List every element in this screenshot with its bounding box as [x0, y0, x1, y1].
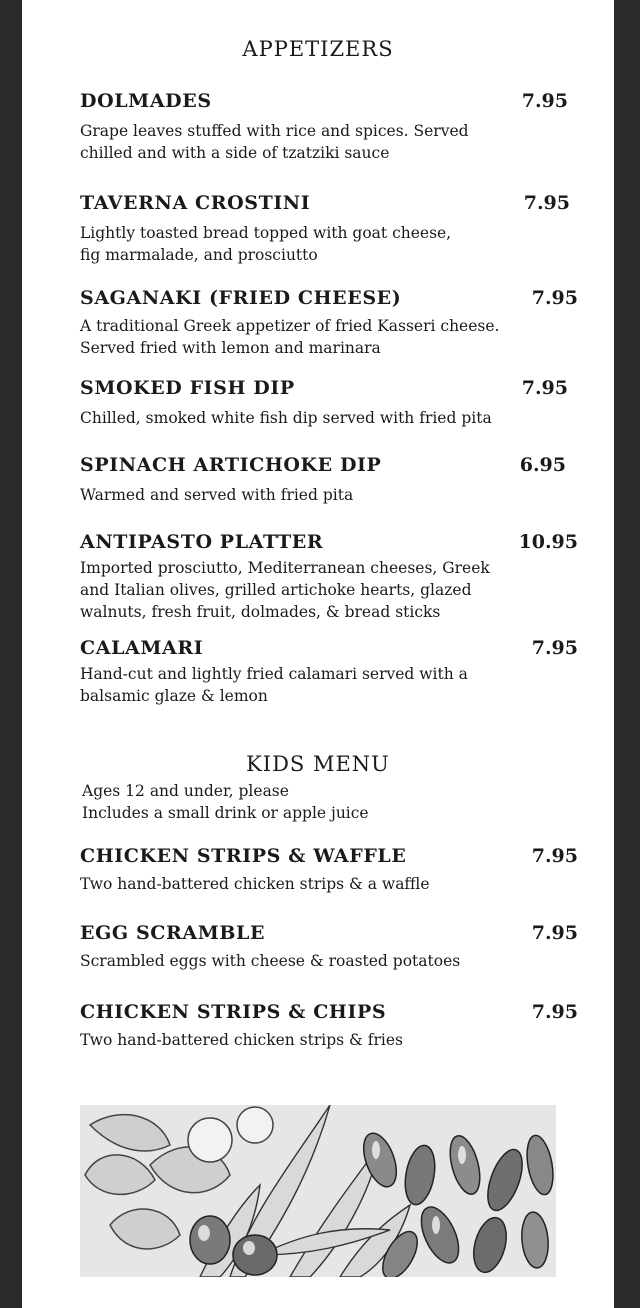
item-price: 7.95: [531, 922, 578, 944]
item-price: 6.95: [519, 454, 566, 476]
item-name: SPINACH ARTICHOKE DIP: [80, 454, 382, 476]
item-description: Two hand-battered chicken strips & fries: [80, 1031, 403, 1049]
item-price: 7.95: [531, 1001, 578, 1023]
item-description: A traditional Greek appetizer of fried Kasseri cheese. Served fried with lemon and marinara: [80, 317, 500, 357]
item-description: Two hand-battered chicken strips & a waffle: [80, 875, 430, 893]
item-price: 7.95: [523, 192, 570, 214]
item-name: SMOKED FISH DIP: [80, 377, 295, 399]
menu-item-spinach-artichoke-dip: [80, 454, 570, 506]
item-description: Lightly toasted bread topped with goat cheese, fig marmalade, and prosciutto: [80, 224, 452, 264]
kids-menu-heading: KIDS MENU: [246, 752, 390, 776]
menu-item-dolmades: [80, 90, 570, 164]
item-name: ANTIPASTO PLATTER: [80, 531, 324, 553]
illustration-art: [80, 1105, 556, 1277]
menu-item-egg-scramble: [80, 922, 578, 972]
menu-item-saganaki: [80, 287, 578, 359]
item-price: 10.95: [518, 531, 578, 553]
item-name: DOLMADES: [80, 90, 212, 112]
menu-item-calamari: [80, 637, 578, 707]
menu-item-taverna-crostini: [80, 192, 570, 266]
item-price: 7.95: [521, 377, 568, 399]
item-price: 7.95: [521, 90, 568, 112]
item-description: Scrambled eggs with cheese & roasted potatoes: [80, 952, 461, 970]
item-price: 7.95: [531, 845, 578, 867]
kids-menu-note: Ages 12 and under, please Includes a small drink or apple juice: [82, 782, 369, 822]
menu-page: [22, 0, 614, 1308]
item-name: SAGANAKI (FRIED CHEESE): [80, 287, 402, 309]
item-price: 7.95: [531, 287, 578, 309]
item-name: TAVERNA CROSTINI: [80, 192, 311, 214]
appetizers-heading: APPETIZERS: [242, 37, 394, 61]
item-description: Chilled, smoked white fish dip served with fried pita: [80, 409, 492, 427]
olives-and-leaves-illustration: [80, 1105, 556, 1277]
item-name: CALAMARI: [80, 637, 204, 659]
item-description: Warmed and served with fried pita: [80, 486, 354, 504]
item-description: Hand-cut and lightly fried calamari served with a balsamic glaze & lemon: [80, 665, 468, 705]
item-name: CHICKEN STRIPS & WAFFLE: [80, 845, 407, 867]
item-price: 7.95: [531, 637, 578, 659]
item-description: Grape leaves stuffed with rice and spices. Served chilled and with a side of tzatziki sauce: [80, 122, 469, 162]
item-name: EGG SCRAMBLE: [80, 922, 266, 944]
menu-item-smoked-fish-dip: [80, 377, 570, 429]
item-description: Imported prosciutto, Mediterranean cheeses, Greek and Italian olives, grilled artichoke hearts, glazed walnuts, fresh fruit, dolmades, & bread sticks: [80, 559, 490, 621]
menu-item-chicken-strips-waffle: [80, 845, 578, 895]
menu-item-chicken-strips-chips: [80, 1001, 578, 1051]
menu-item-antipasto-platter: [80, 531, 578, 623]
item-name: CHICKEN STRIPS & CHIPS: [80, 1001, 387, 1023]
